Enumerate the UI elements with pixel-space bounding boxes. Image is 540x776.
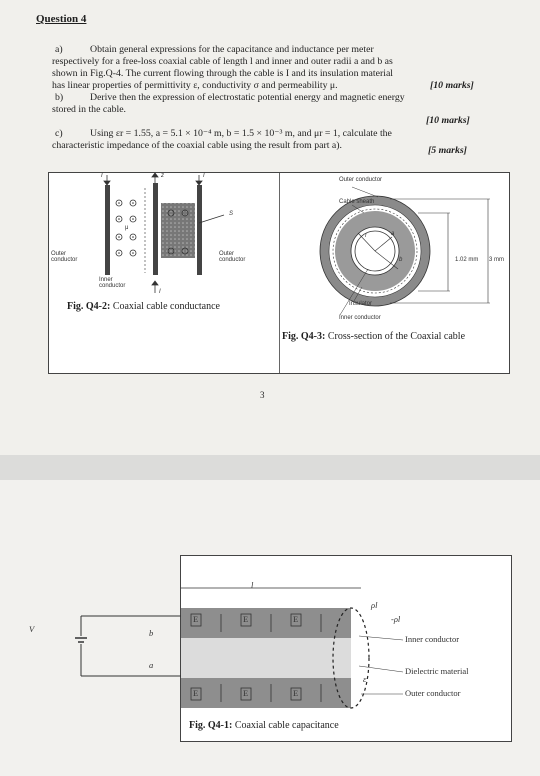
part-a-line-2: respectively for a free-loss coaxial cable of length l and inner and outer radii a and b as: [52, 56, 393, 67]
fig1-minus-rho: -ρl: [391, 614, 401, 624]
fig1-E-bottom-2: E: [243, 688, 249, 698]
fig2-I-left: I: [101, 173, 103, 179]
fig3-r-label: r: [365, 233, 367, 239]
fig1-E-top-3: E: [293, 614, 299, 624]
coaxial-conductance-diagram: [49, 173, 279, 373]
fig2-mu-label: μ: [125, 225, 129, 231]
part-a-marks: [10 marks]: [430, 80, 474, 91]
figure-box-q4-1: [29, 555, 512, 742]
fig1-length-label: l: [251, 580, 254, 590]
fig2-inner: Inner conductor: [99, 277, 126, 289]
fig2-S-label: S: [229, 211, 234, 217]
coaxial-capacitance-diagram: [181, 556, 511, 741]
part-a-line-3: shown in Fig.Q-4. The current flowing through the cable is I and its insulation material: [52, 68, 394, 79]
fig3-insulator: Insulator: [349, 301, 373, 307]
fig1-E-top-2: E: [243, 614, 249, 624]
fig1-b-label: b: [149, 628, 154, 638]
fig3-b-label: b: [399, 257, 403, 263]
fig1-eps-label: ε: [363, 674, 367, 684]
part-b-marks: [10 marks]: [426, 115, 470, 126]
figure-box-q4-2-q4-3: [48, 172, 510, 374]
fig3-outer-conductor: Outer conductor: [339, 177, 383, 183]
fig2-I-bottom: I: [159, 289, 161, 295]
question-title: Question 4: [36, 13, 87, 25]
fig-q4-2-caption: Fig. Q4-2: Coaxial cable conductance: [67, 301, 220, 312]
part-a-label: a): [55, 44, 63, 55]
part-a-line-1: Obtain general expressions for the capacitance and inductance per meter: [90, 44, 374, 55]
fig1-outer-conductor: Outer conductor: [405, 688, 461, 698]
fig3-cable-sheath: Cable sheath: [339, 199, 375, 205]
fig3-a-label: a: [391, 231, 395, 237]
fig2-outer-right: Outer conductor: [219, 251, 246, 263]
fig-q4-1-caption: Fig. Q4-1: Coaxial cable capacitance: [189, 720, 339, 731]
page-gap: [0, 455, 540, 480]
fig1-E-bottom-3: E: [293, 688, 299, 698]
part-c-marks: [5 marks]: [428, 145, 467, 156]
fig3-dim-1: 1.02 mm: [455, 257, 479, 263]
part-b-line-2: stored in the cable.: [52, 104, 126, 115]
fig1-plus-rho: ρl: [371, 600, 378, 610]
fig3-inner-conductor: Inner conductor: [339, 315, 381, 321]
part-a-line-4: has linear properties of permittivity ε, conductivity σ and permeability μ.: [52, 80, 338, 91]
fig2-outer-left: Outer conductor: [51, 251, 78, 263]
part-c-label: c): [55, 128, 63, 139]
part-c-line-1: Using εr = 1.55, a = 5.1 × 10⁻⁴ m, b = 1.5 × 10⁻³ m, and μr = 1, calculate the: [90, 128, 392, 139]
fig1-a-label: a: [149, 660, 154, 670]
fig3-dim-2: 3 mm: [489, 257, 504, 263]
fig2-z-label: z: [161, 173, 164, 179]
fig1-V-label: V: [29, 624, 35, 634]
part-b-line-1: Derive then the expression of electrostatic potential energy and magnetic energy: [90, 92, 405, 103]
fig1-dielectric: Dielectric material: [405, 666, 469, 676]
fig1-inner-conductor: Inner conductor: [405, 634, 460, 644]
part-c-line-2: characteristic impedance of the coaxial cable using the result from part a).: [52, 140, 342, 151]
coaxial-cross-section-diagram: [280, 173, 509, 373]
fig2-I-right: I: [203, 173, 205, 179]
fig1-E-bottom-1: E: [193, 688, 199, 698]
fig1-E-top-1: E: [193, 614, 199, 624]
fig-q4-3-caption: Fig. Q4-3: Cross-section of the Coaxial cable: [282, 331, 466, 342]
page-number: 3: [260, 390, 265, 400]
voltage-source-diagram: [51, 576, 181, 696]
part-b-label: b): [55, 92, 64, 103]
